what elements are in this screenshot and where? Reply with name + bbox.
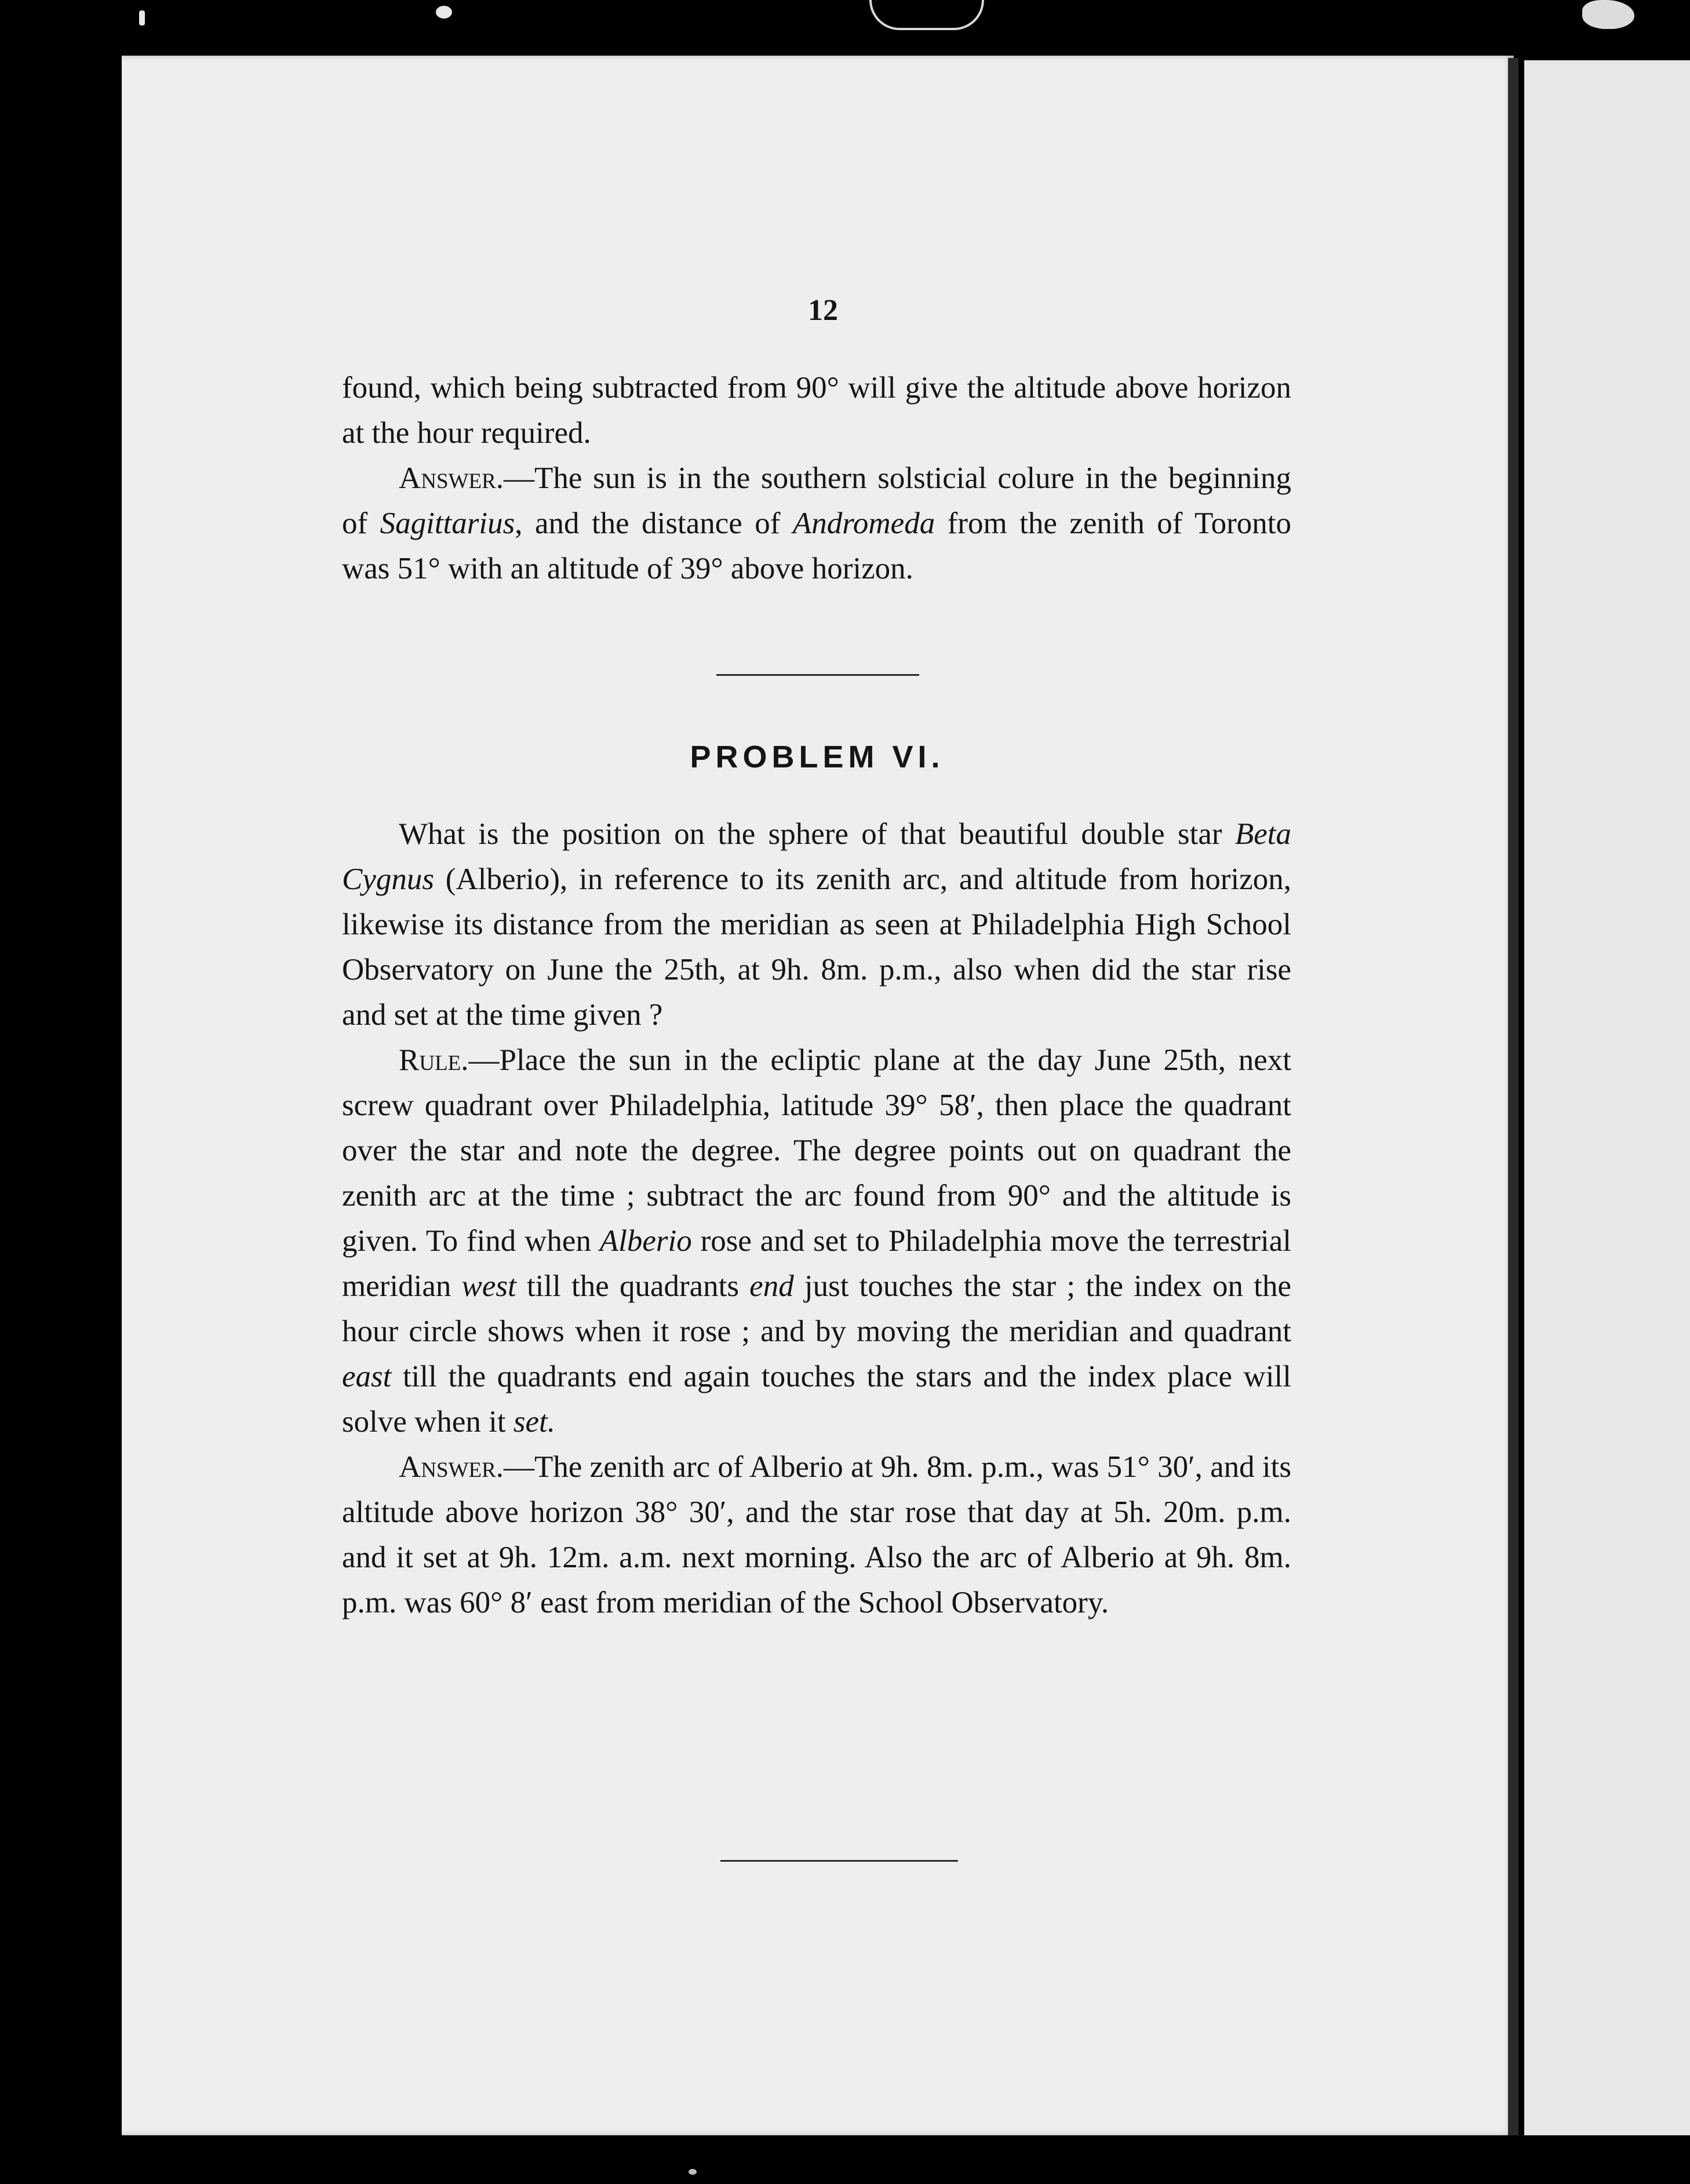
answer-text: —The sun is in the southern solsticial colure in the beginning of — [342, 461, 1291, 540]
rule-text: till the quadrants end again touches the stars and the index place will solve when it — [342, 1360, 1291, 1439]
question-text: (Alberio), in reference to its zenith arc, and altitude from horizon, likewise its distance from the meridian as seen at Philadelphia High School Observatory on June the 25th, at 9h. 8m. p.m., also when did the star rise and set at the time given ? — [342, 862, 1291, 1032]
question-italic-term: Beta Cygnus — [342, 817, 1291, 896]
scan-artifact — [1582, 0, 1634, 29]
rule-paragraph — [342, 1038, 1291, 1444]
rule-italic-term: end — [749, 1269, 794, 1303]
answer-italic-term: Sagittarius — [380, 507, 515, 540]
rule-text: rose and set to Philadelphia move the terrestrial meridian — [342, 1224, 1291, 1303]
question-text: What is the position on the sphere of that beautiful double star — [399, 817, 1235, 851]
rule-label: Rule. — [399, 1043, 469, 1077]
section-divider — [720, 1860, 958, 1862]
previous-problem-block — [342, 365, 1291, 591]
answer-text: , and the distance of — [515, 507, 793, 540]
rule-italic-term: set. — [513, 1405, 555, 1439]
scan-artifact — [436, 6, 452, 19]
scan-artifact — [139, 10, 145, 26]
rule-italic-term: east — [342, 1360, 392, 1393]
rule-text: till the quadrants — [516, 1269, 750, 1303]
answer-paragraph-1 — [342, 456, 1291, 591]
scan-artifact — [689, 2169, 697, 2175]
rule-italic-term: Alberio — [599, 1224, 692, 1258]
page-number: 12 — [808, 294, 838, 327]
rule-text: just touches the star ; the index on the hour circle shows when it rose ; and by moving the meridian and quadrant — [342, 1269, 1291, 1348]
answer-label: Answer. — [399, 461, 504, 495]
answer-label: Answer. — [399, 1450, 504, 1484]
facing-page — [1524, 60, 1690, 2135]
answer-paragraph-2 — [342, 1444, 1291, 1625]
answer-italic-term: Andromeda — [792, 507, 935, 540]
problem-block — [342, 811, 1291, 1625]
scan-artifact — [869, 0, 984, 30]
section-divider — [716, 674, 919, 676]
page-gutter — [1508, 58, 1518, 2135]
rule-text: —Place the sun in the ecliptic plane at the day June 25th, next screw quadrant over Philadelphia, latitude 39° 58′, then place the quadrant over the star and note the degree. The degree points out on quadrant the zenith arc at the time ; subtract the arc found from 90° and the altitude is given. To find when — [342, 1043, 1291, 1258]
rule-italic-term: west — [461, 1269, 516, 1303]
opening-paragraph: found, which being subtracted from 90° will give the altitude above horizon at the hour required. — [342, 371, 1291, 450]
answer-text: from the zenith of Toronto was 51° with an altitude of 39° above horizon. — [342, 507, 1291, 585]
question-paragraph — [342, 811, 1291, 1038]
problem-heading: PROBLEM VI. — [690, 740, 945, 774]
answer-text: —The zenith arc of Alberio at 9h. 8m. p.m., was 51° 30′, and its altitude above horizon 38° 30′, and the star rose that day at 5h. 20m. p.m. and it set at 9h. 12m. a.m. next morning. Also the arc of Alberio at 9h. 8m. p.m. was 60° 8′ east from meridian of the School Observatory. — [342, 1450, 1292, 1619]
